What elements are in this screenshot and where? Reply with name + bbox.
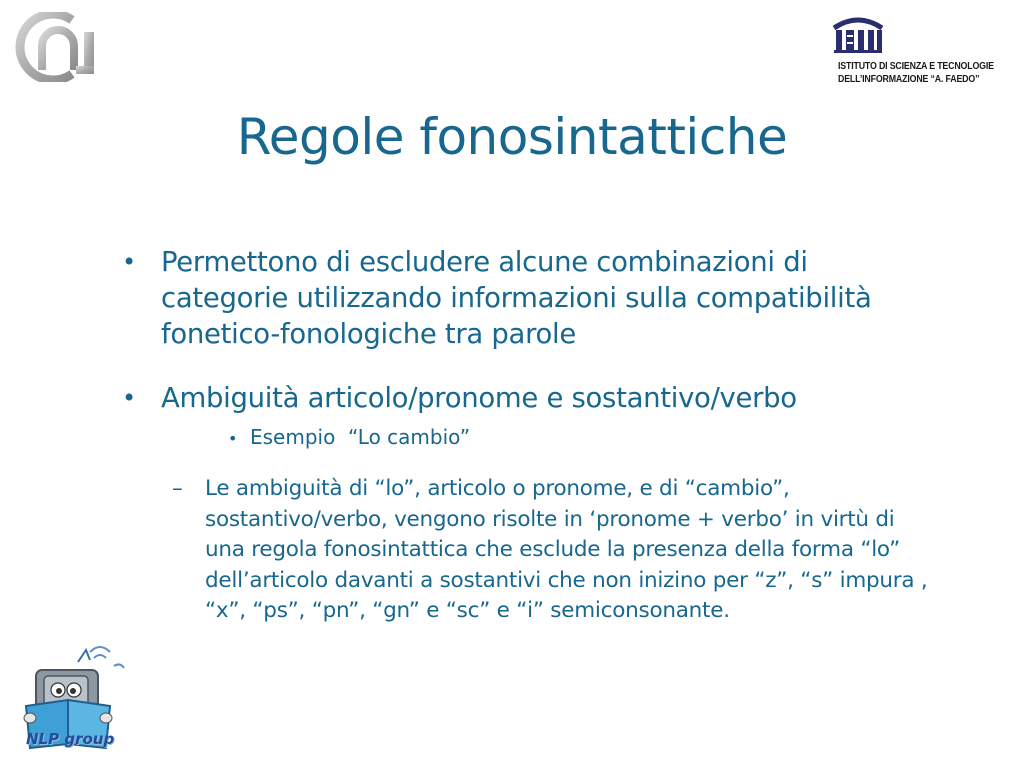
isti-name-line1: ISTITUTO DI SCIENZA E TECNOLOGIE: [838, 60, 994, 72]
sub-bullet-example: [228, 424, 470, 452]
nlp-group-label: NLP group: [26, 730, 115, 748]
bullet-item-2: [122, 380, 922, 416]
sub-bullet-text: Esempio “Lo cambio”: [250, 425, 471, 449]
isti-name-line2: DELL’INFORMAZIONE “A. FAEDO”: [838, 73, 980, 85]
bullet-marker: •: [122, 248, 137, 276]
sub-bullet-marker: •: [228, 429, 238, 448]
slide-title: Regole fonosintattiche: [236, 108, 788, 166]
bullet-text: Permettono di escludere alcune combinazioni di categorie utilizzando informazioni sulla compatibilità fonetico-fonologiche tra parole: [161, 246, 872, 350]
bullet-marker: •: [122, 384, 137, 412]
dash-marker: –: [172, 476, 183, 501]
dash-text: Le ambiguità di “lo”, articolo o pronome, e di “cambio”, sostantivo/verbo, vengono risolte in ‘pronome + verbo’ in virtù di una regola fonosintattica che esclude la presenza della forma “lo” dell’articolo davanti a sostantivi che non inizino per “z”, “s” impura , “x”, “ps”, “pn”, “gn” e “sc” e “i” semiconsonante.: [205, 476, 928, 623]
dash-item-explanation: [172, 474, 932, 627]
bullet-text: Ambiguità articolo/pronome e sostantivo/verbo: [161, 382, 797, 414]
bullet-item-1: [122, 244, 922, 352]
